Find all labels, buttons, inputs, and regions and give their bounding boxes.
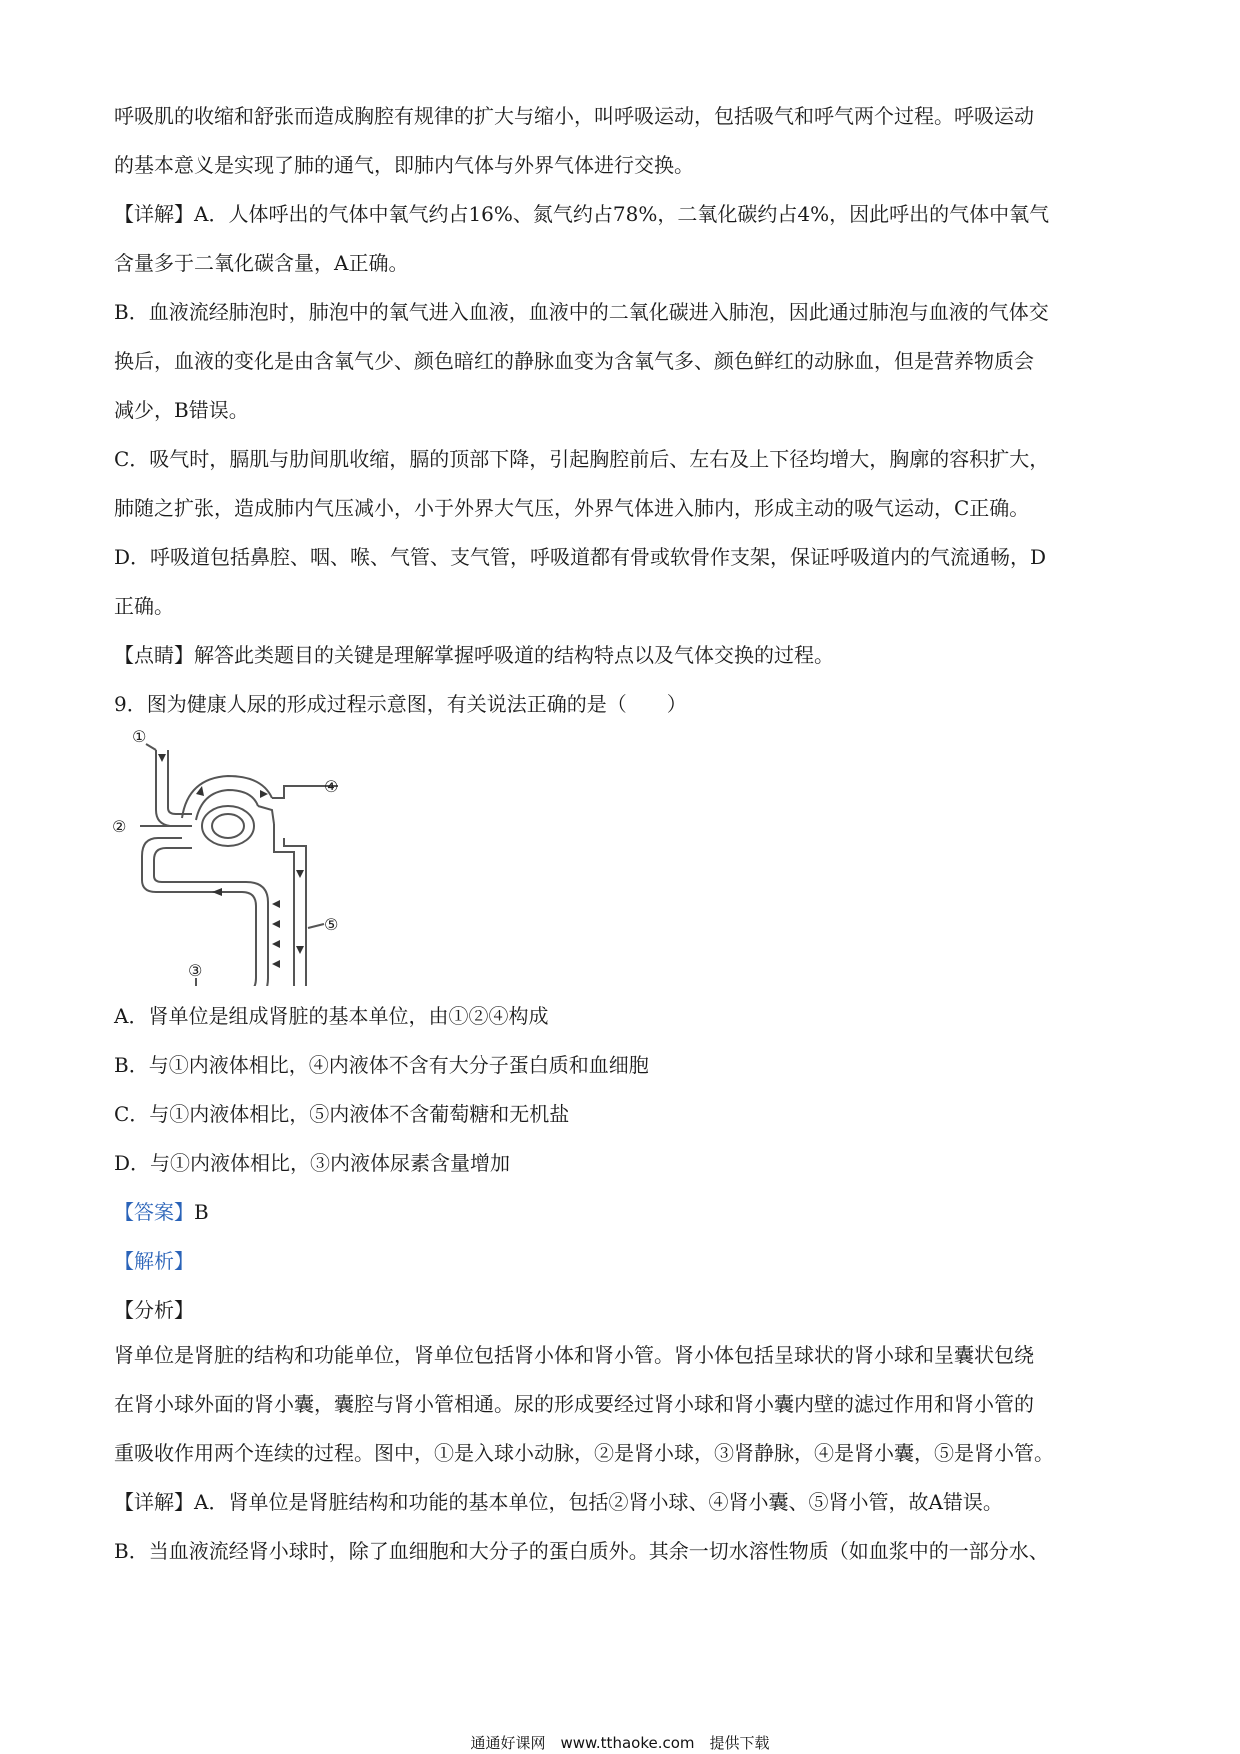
comment-tag: 【点睛】 [114, 643, 194, 667]
answer-line [114, 1196, 209, 1225]
page-footer: 通通好课网 www.tthaoke.com 提供下载 [470, 1734, 770, 1752]
analysis-tag: 【解析】 [114, 1249, 194, 1273]
detail2-text: A．肾单位是肾脏结构和功能的基本单位，包括②肾小球、④肾小囊、⑤肾小管，故A错误。 [194, 1490, 1003, 1514]
answer-tag: 【答案】 [114, 1200, 194, 1224]
text-line [114, 631, 1134, 680]
nephron-diagram [112, 728, 344, 986]
text-line [114, 190, 1134, 239]
analysis-sub-tag: 【分析】 [114, 1298, 194, 1322]
text-line: B．血液流经肺泡时，肺泡中的氧气进入血液，血液中的二氧化碳进入肺泡，因此通过肺泡与血液的气体交 [114, 300, 1049, 324]
text-line: 肾单位是肾脏的结构和功能单位，肾单位包括肾小体和肾小管。肾小体包括呈球状的肾小球和呈囊状包绕 [114, 1343, 1034, 1367]
text-line: 的基本意义是实现了肺的通气，即肺内气体与外界气体进行交换。 [114, 153, 694, 177]
text-line: 肺随之扩张，造成肺内气压减小，小于外界大气压，外界气体进入肺内，形成主动的吸气运动，C正确。 [114, 496, 1030, 520]
text-line: 换后，血液的变化是由含氧气少、颜色暗红的静脉血变为含氧气多、颜色鲜红的动脉血，但是营养物质会 [114, 349, 1034, 373]
comment-text: 解答此类题目的关键是理解掌握呼吸道的结构特点以及气体交换的过程。 [194, 643, 834, 667]
detail2-a-paragraph [114, 1478, 1134, 1527]
detail-b-paragraph [114, 288, 1134, 435]
detail-text: A．人体呼出的气体中氧气约占16%、氮气约占78%，二氧化碳约占4%，因此呼出的气体中氧气 [194, 202, 1050, 226]
detail2-tag: 【详解】 [114, 1490, 194, 1514]
detail-a-paragraph [114, 190, 1134, 288]
analysis-paragraph [114, 1331, 1134, 1478]
text-line: D．呼吸道包括鼻腔、咽、喉、气管、支气管，呼吸道都有骨或软骨作支架，保证呼吸道内的气流通畅，D [114, 545, 1047, 569]
intro-paragraph [114, 92, 1134, 190]
answer-value: B [194, 1200, 209, 1224]
text-line: C．吸气时，膈肌与肋间肌收缩，膈的顶部下降，引起胸腔前后、左右及上下径均增大，胸廓的容积扩大， [114, 447, 1050, 471]
text-line: 重吸收作用两个连续的过程。图中，①是入球小动脉，②是肾小球，③肾静脉，④是肾小囊，⑤是肾小管。 [114, 1441, 1054, 1465]
option-d: D．与①内液体相比，③内液体尿素含量增加 [114, 1151, 511, 1175]
text-line: 呼吸肌的收缩和舒张而造成胸腔有规律的扩大与缩小，叫呼吸运动，包括吸气和呼气两个过程。呼吸运动 [114, 104, 1034, 128]
label-5: ⑤ [324, 915, 339, 934]
option-b: B．与①内液体相比，④内液体不含有大分子蛋白质和血细胞 [114, 1053, 649, 1077]
detail-tag: 【详解】 [114, 202, 194, 226]
option-c: C．与①内液体相比，⑤内液体不含葡萄糖和无机盐 [114, 1102, 570, 1126]
text-line: 在肾小球外面的肾小囊，囊腔与肾小管相通。尿的形成要经过肾小球和肾小囊内壁的滤过作用和肾小管的 [114, 1392, 1034, 1416]
detail2-b-paragraph [114, 1527, 1134, 1576]
label-1: ① [132, 728, 147, 746]
option-a: A．肾单位是组成肾脏的基本单位，由①②④构成 [114, 1004, 549, 1028]
text-line [114, 1478, 1134, 1527]
text-line: 减少，B错误。 [114, 398, 249, 422]
label-2: ② [112, 817, 127, 836]
comment-paragraph [114, 631, 1134, 680]
detail-c-paragraph [114, 435, 1134, 533]
text-line: B．当血液流经肾小球时，除了血细胞和大分子的蛋白质外。其余一切水溶性物质（如血浆中的一部分水、 [114, 1539, 1049, 1563]
label-3: ③ [188, 961, 203, 980]
label-4: ④ [324, 777, 339, 796]
text-line: 正确。 [114, 594, 174, 618]
text-line: 9．图为健康人尿的形成过程示意图，有关说法正确的是（ ） [114, 692, 687, 716]
detail-d-paragraph [114, 533, 1134, 631]
question-stem [114, 680, 1134, 729]
text-line: 含量多于二氧化碳含量，A正确。 [114, 251, 409, 275]
